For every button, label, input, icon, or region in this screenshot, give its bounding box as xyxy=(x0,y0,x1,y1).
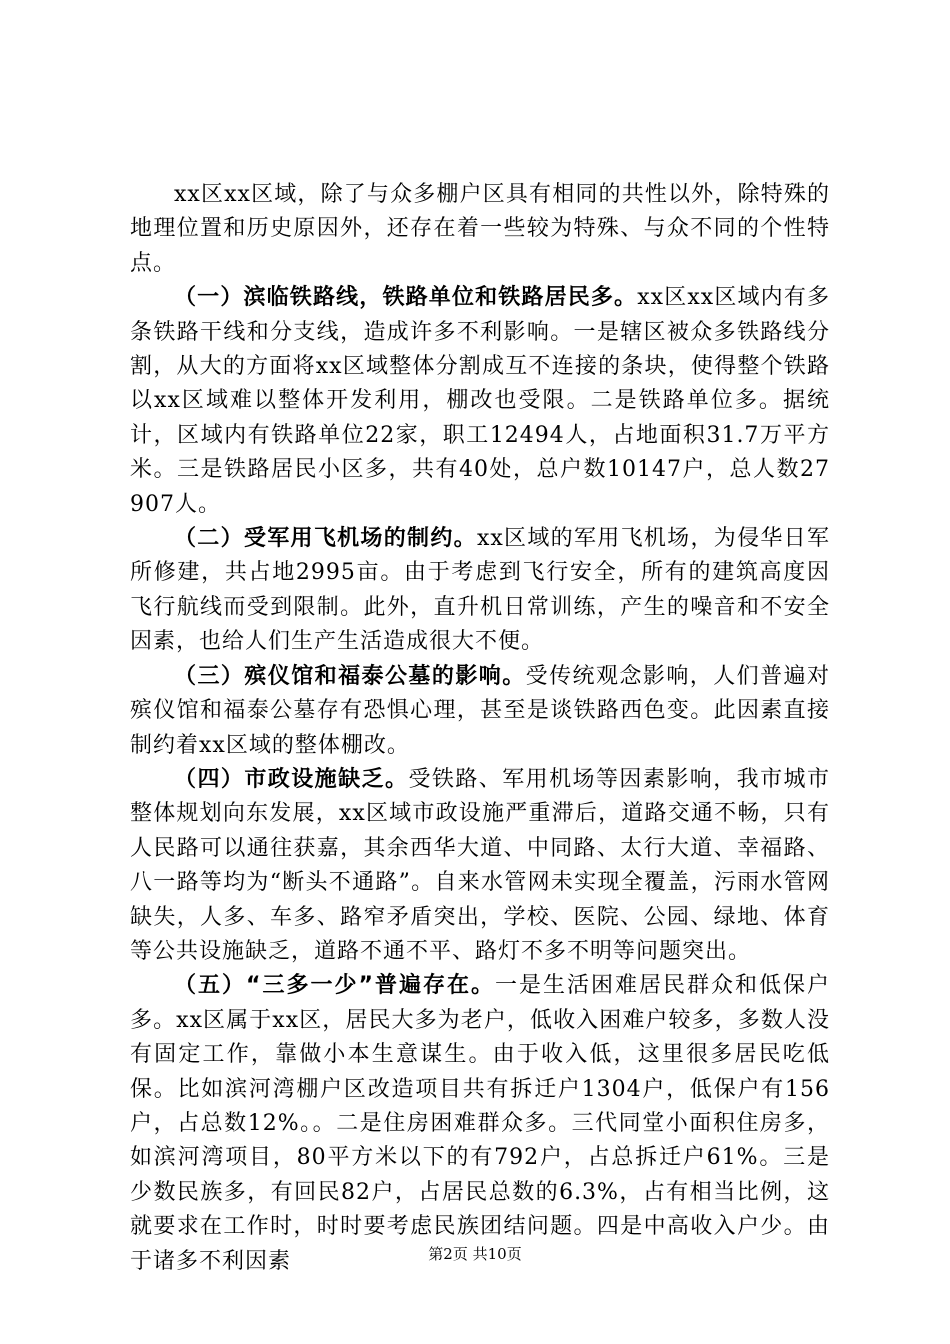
section-2-body: xx区域的军用飞机场，为侵华日军所修建，共占地2995亩。由于考虑到飞行安全，所有的建筑高度因飞行航线而受到限制。此外，直升机日常训练，产生的噪音和不安全因素，也给人们生产生活造成很大不便。 xyxy=(130,526,830,655)
section-1-heading: （一）滨临铁路线，铁路单位和铁路居民多。 xyxy=(174,285,638,311)
section-1-body: xx区xx区域内有多条铁路干线和分支线，造成许多不利影响。一是辖区被众多铁路线分割，从大的方面将xx区域整体分割成互不连接的条块，使得整个铁路以xx区域难以整体开发利用，棚改也受限。二是铁路单位多。据统计，区域内有铁路单位22家，职工12494人，占地面积31.7万平方米。三是铁路居民小区多，共有40处，总户数10147户，总人数27907人。 xyxy=(130,285,830,517)
section-2-heading: （二）受军用飞机场的制约。 xyxy=(174,526,477,552)
section-5-heading: （五）“三多一少”普遍存在。 xyxy=(174,973,495,999)
section-5-body: 一是生活困难居民群众和低保户多。xx区属于xx区，居民大多为老户，低收入困难户较多，多数人没有固定工作，靠做小本生意谋生。由于收入低，这里很多居民吃低保。比如滨河湾棚户区改造项目共有拆迁户1304户，低保户有156户，占总数12%。。二是住房困难群众多。三代同堂小面积住房多，如滨河湾项目，80平方米以下的有792户，占总拆迁户61%。三是少数民族多，有回民82户，占居民总数的6.3%，占有相当比例，这就要求在工作时，时时要考虑民族团结问题。四是中高收入户少。由于诸多不利因素 xyxy=(130,973,830,1274)
section-4-body: 受铁路、军用机场等因素影响，我市城市整体规划向东发展，xx区域市政设施严重滞后，道路交通不畅，只有人民路可以通往获嘉，其余西华大道、中同路、太行大道、幸福路、八一路等均为“断头不通路”。自来水管网未实现全覆盖，污雨水管网缺失，人多、车多、路窄矛盾突出，学校、医院、公园、绿地、体育等公共设施缺乏，道路不通不平、路灯不多不明等问题突出。 xyxy=(130,766,830,964)
intro-paragraph: xx区xx区域，除了与众多棚户区具有相同的共性以外，除特殊的地理位置和历史原因外，还存在着一些较为特殊、与众不同的个性特点。 xyxy=(130,182,830,276)
section-1-paragraph xyxy=(130,281,830,522)
document-body xyxy=(130,178,830,1279)
section-3-body: 受传统观念影响，人们普遍对殡仪馆和福泰公墓存有恐惧心理，甚至是谈铁路西色变。此因素直接制约着xx区域的整体棚改。 xyxy=(130,663,830,758)
page-footer: 第2页 共10页 xyxy=(428,1245,522,1263)
section-3-paragraph xyxy=(130,660,830,763)
section-3-heading: （三）殡仪馆和福泰公墓的影响。 xyxy=(174,663,526,689)
section-2-paragraph xyxy=(130,522,830,660)
section-4-heading: （四）市政设施缺乏。 xyxy=(174,766,409,792)
section-5-paragraph xyxy=(130,969,830,1279)
section-4-paragraph xyxy=(130,763,830,969)
